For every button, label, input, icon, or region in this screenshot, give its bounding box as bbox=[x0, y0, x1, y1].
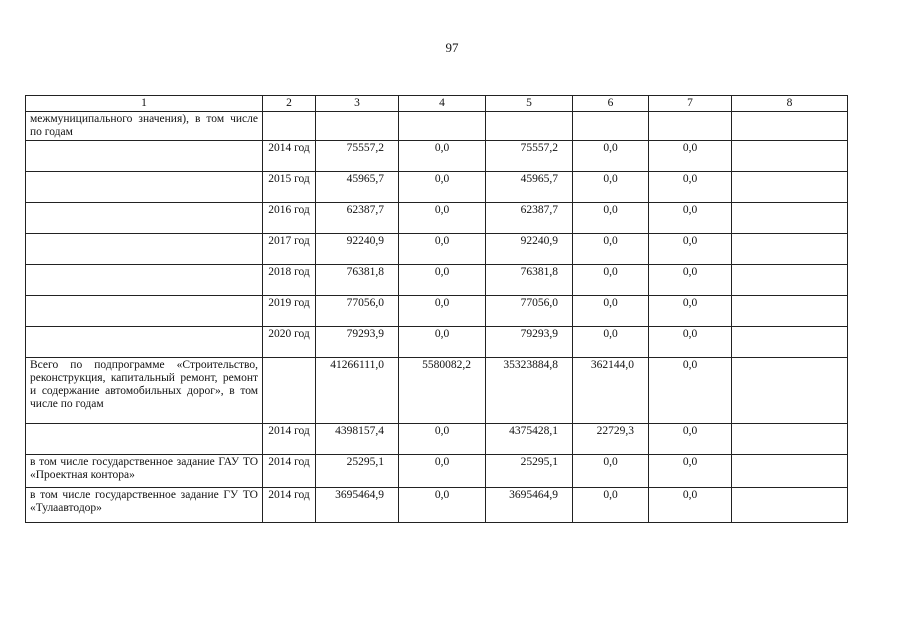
regional-cell: 77056,0 bbox=[486, 296, 573, 327]
year-cell: 2014 год bbox=[263, 424, 316, 455]
federal-cell: 0,0 bbox=[399, 455, 486, 488]
regional-cell: 3695464,9 bbox=[486, 488, 573, 523]
budget-table bbox=[25, 95, 848, 523]
header-cell: 7 bbox=[649, 96, 732, 112]
federal-cell: 0,0 bbox=[399, 424, 486, 455]
note-cell bbox=[732, 424, 848, 455]
regional-cell: 76381,8 bbox=[486, 265, 573, 296]
regional-cell: 92240,9 bbox=[486, 234, 573, 265]
municipal-cell: 0,0 bbox=[573, 234, 649, 265]
note-cell bbox=[732, 234, 848, 265]
note-cell bbox=[732, 358, 848, 424]
page-number: 97 bbox=[445, 40, 459, 55]
table-row bbox=[26, 112, 848, 141]
total-cell: 3695464,9 bbox=[316, 488, 399, 523]
municipal-cell: 0,0 bbox=[573, 455, 649, 488]
municipal-cell: 0,0 bbox=[573, 327, 649, 358]
year-cell: 2020 год bbox=[263, 327, 316, 358]
year-cell bbox=[263, 358, 316, 424]
row-label-cell bbox=[26, 172, 263, 203]
header-cell: 3 bbox=[316, 96, 399, 112]
municipal-cell: 0,0 bbox=[573, 141, 649, 172]
note-cell bbox=[732, 296, 848, 327]
total-cell: 45965,7 bbox=[316, 172, 399, 203]
federal-cell: 0,0 bbox=[399, 296, 486, 327]
other-cell: 0,0 bbox=[649, 172, 732, 203]
municipal-cell: 0,0 bbox=[573, 172, 649, 203]
total-cell: 41266111,0 bbox=[316, 358, 399, 424]
table-row bbox=[26, 296, 848, 327]
note-cell bbox=[732, 455, 848, 488]
year-cell: 2014 год bbox=[263, 488, 316, 523]
header-cell: 1 bbox=[26, 96, 263, 112]
year-cell: 2017 год bbox=[263, 234, 316, 265]
year-cell: 2014 год bbox=[263, 141, 316, 172]
row-label-cell: межмуниципального значения), в том числе по годам bbox=[26, 112, 263, 141]
table-row bbox=[26, 265, 848, 296]
other-cell bbox=[649, 112, 732, 141]
municipal-cell bbox=[573, 112, 649, 141]
regional-cell: 25295,1 bbox=[486, 455, 573, 488]
total-cell: 77056,0 bbox=[316, 296, 399, 327]
row-label-cell bbox=[26, 265, 263, 296]
note-cell bbox=[732, 488, 848, 523]
regional-cell: 45965,7 bbox=[486, 172, 573, 203]
year-cell: 2014 год bbox=[263, 455, 316, 488]
municipal-cell: 0,0 bbox=[573, 488, 649, 523]
other-cell: 0,0 bbox=[649, 203, 732, 234]
total-cell: 92240,9 bbox=[316, 234, 399, 265]
total-cell: 76381,8 bbox=[316, 265, 399, 296]
federal-cell: 0,0 bbox=[399, 203, 486, 234]
row-label-cell bbox=[26, 203, 263, 234]
table-row bbox=[26, 327, 848, 358]
table-row bbox=[26, 234, 848, 265]
regional-cell: 35323884,8 bbox=[486, 358, 573, 424]
regional-cell: 79293,9 bbox=[486, 327, 573, 358]
year-cell bbox=[263, 112, 316, 141]
row-label-cell bbox=[26, 234, 263, 265]
municipal-cell: 362144,0 bbox=[573, 358, 649, 424]
federal-cell: 5580082,2 bbox=[399, 358, 486, 424]
header-row bbox=[26, 96, 848, 112]
note-cell bbox=[732, 327, 848, 358]
header-cell: 2 bbox=[263, 96, 316, 112]
year-cell: 2018 год bbox=[263, 265, 316, 296]
year-cell: 2016 год bbox=[263, 203, 316, 234]
federal-cell: 0,0 bbox=[399, 265, 486, 296]
header-cell: 6 bbox=[573, 96, 649, 112]
row-label-cell bbox=[26, 296, 263, 327]
note-cell bbox=[732, 265, 848, 296]
note-cell bbox=[732, 141, 848, 172]
table-row bbox=[26, 172, 848, 203]
row-label-cell bbox=[26, 141, 263, 172]
table-row bbox=[26, 424, 848, 455]
total-cell: 75557,2 bbox=[316, 141, 399, 172]
other-cell: 0,0 bbox=[649, 234, 732, 265]
header-cell: 5 bbox=[486, 96, 573, 112]
other-cell: 0,0 bbox=[649, 327, 732, 358]
total-cell bbox=[316, 112, 399, 141]
year-cell: 2015 год bbox=[263, 172, 316, 203]
table-row bbox=[26, 455, 848, 488]
note-cell bbox=[732, 172, 848, 203]
header-cell: 4 bbox=[399, 96, 486, 112]
federal-cell: 0,0 bbox=[399, 141, 486, 172]
row-label-cell: в том числе государственное задание ГАУ ТО «Проектная контора» bbox=[26, 455, 263, 488]
municipal-cell: 0,0 bbox=[573, 296, 649, 327]
federal-cell bbox=[399, 112, 486, 141]
regional-cell: 4375428,1 bbox=[486, 424, 573, 455]
table-row bbox=[26, 488, 848, 523]
row-label-cell: в том числе государственное задание ГУ ТО «Тулаавтодор» bbox=[26, 488, 263, 523]
federal-cell: 0,0 bbox=[399, 234, 486, 265]
total-cell: 62387,7 bbox=[316, 203, 399, 234]
other-cell: 0,0 bbox=[649, 265, 732, 296]
total-cell: 4398157,4 bbox=[316, 424, 399, 455]
other-cell: 0,0 bbox=[649, 358, 732, 424]
municipal-cell: 0,0 bbox=[573, 265, 649, 296]
other-cell: 0,0 bbox=[649, 488, 732, 523]
municipal-cell: 22729,3 bbox=[573, 424, 649, 455]
municipal-cell: 0,0 bbox=[573, 203, 649, 234]
total-cell: 79293,9 bbox=[316, 327, 399, 358]
other-cell: 0,0 bbox=[649, 424, 732, 455]
regional-cell: 62387,7 bbox=[486, 203, 573, 234]
regional-cell: 75557,2 bbox=[486, 141, 573, 172]
note-cell bbox=[732, 203, 848, 234]
regional-cell bbox=[486, 112, 573, 141]
row-label-cell: Всего по подпрограмме «Строительство, реконструкция, капитальный ремонт, ремонт и содержание автомобильных дорог», в том числе по годам bbox=[26, 358, 263, 424]
header-cell: 8 bbox=[732, 96, 848, 112]
federal-cell: 0,0 bbox=[399, 172, 486, 203]
year-cell: 2019 год bbox=[263, 296, 316, 327]
federal-cell: 0,0 bbox=[399, 488, 486, 523]
other-cell: 0,0 bbox=[649, 141, 732, 172]
row-label-cell bbox=[26, 327, 263, 358]
table-row bbox=[26, 203, 848, 234]
other-cell: 0,0 bbox=[649, 455, 732, 488]
row-label-cell bbox=[26, 424, 263, 455]
table-row bbox=[26, 358, 848, 424]
other-cell: 0,0 bbox=[649, 296, 732, 327]
federal-cell: 0,0 bbox=[399, 327, 486, 358]
note-cell bbox=[732, 112, 848, 141]
total-cell: 25295,1 bbox=[316, 455, 399, 488]
table-row bbox=[26, 141, 848, 172]
